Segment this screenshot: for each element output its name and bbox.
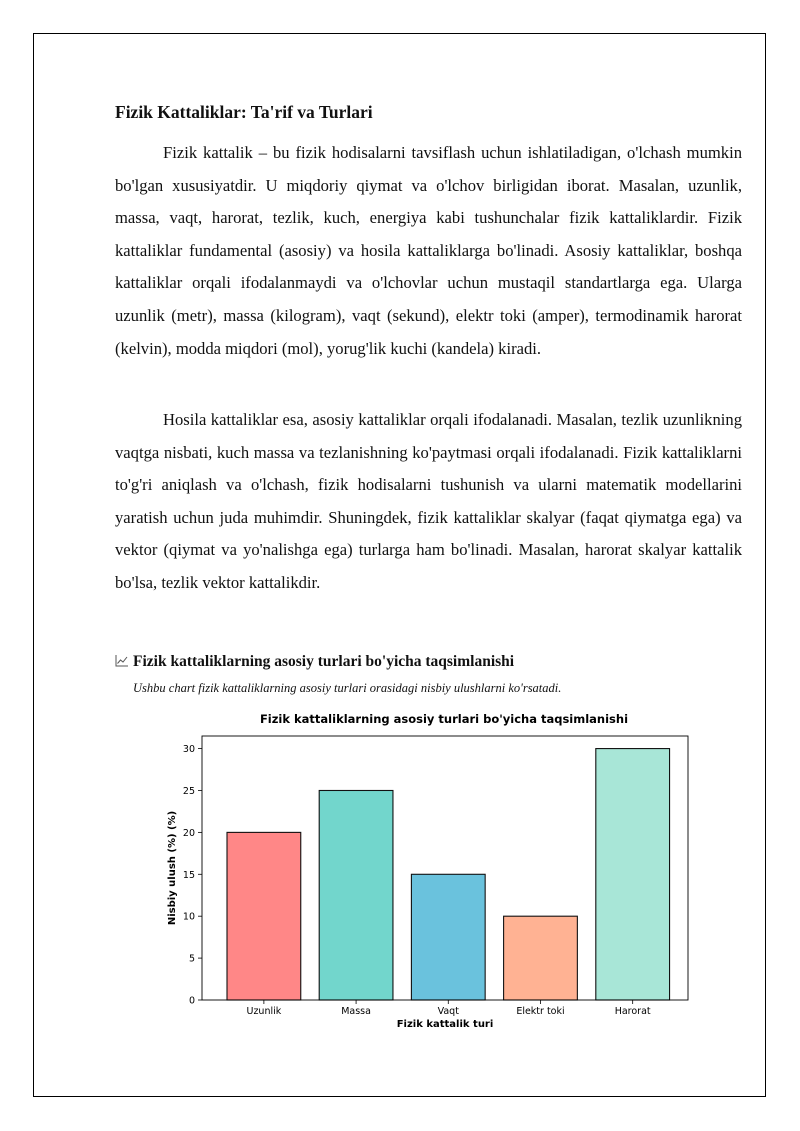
bar-elektr-toki — [504, 916, 578, 1000]
chart-heading-text: Fizik kattaliklarning asosiy turlari bo'yicha taqsimlanishi — [133, 653, 515, 670]
x-axis-label: Fizik kattalik turi — [396, 1019, 494, 1030]
x-tick-label: Vaqt — [437, 1006, 459, 1017]
y-tick-label: 20 — [182, 827, 195, 839]
y-axis-label: Nisbiy ulush (%) (%) — [167, 810, 178, 926]
bar-harorat — [596, 749, 670, 1000]
y-tick-label: 10 — [182, 911, 195, 923]
y-tick-label: 30 — [182, 744, 195, 756]
x-tick-label: Massa — [341, 1006, 371, 1017]
paragraph-definition: Fizik kattalik – bu fizik hodisalarni tavsiflash uchun ishlatiladigan, o'lchash mumkin bo'lgan xususiyatdir. U miqdoriy qiymat va o'lchov birligidan iborat. Masalan, uzunlik, massa, vaqt, harorat, tezlik, kuch, energiya kabi tushunchalar fizik kattaliklardir. Fizik kattaliklar fundamental (asosiy) va hosila kattaliklarga bo'linadi. Asosiy kattaliklar, boshqa kattaliklar orqali ifodalanmaydi va o'lchovlar uchun mustaqil standartlarga ega. Ularga uzunlik (metr), massa (kilogram), vaqt (sekund), elektr toki (amper), termodinamik harorat (kelvin), modda miqdori (mol), yorug'lik kuchi (kandela) kiradi. — [115, 143, 742, 358]
chart-line-icon — [115, 652, 129, 674]
chart-caption: Ushbu chart fizik kattaliklarning asosiy turlari orasidagi nisbiy ulushlarni ko'rsatadi. — [133, 681, 562, 695]
y-axis — [183, 744, 202, 1006]
bars — [227, 749, 670, 1000]
paragraph-derived-quantities: Hosila kattaliklar esa, asosiy kattaliklar orqali ifodalanadi. Masalan, tezlik uzunlikning vaqtga nisbati, kuch massa va tezlanishning ko'paytmasi orqali ifodalanadi. Fizik kattaliklarni to'g'ri aniqlash va o'lchash, fizik hodisalarni tushunish va ularni matematik modellarini yaratish uchun juda muhimdir. Shuningdek, fizik kattaliklar skalyar (faqat qiymatga ega) va vektor (qiymat va yo'nalishga ega) turlarga ham bo'linadi. Masalan, harorat skalyar kattalik bo'lsa, tezlik vektor kattalikdir. — [115, 410, 742, 592]
y-tick-label: 0 — [188, 995, 195, 1007]
x-tick-label: Harorat — [614, 1006, 651, 1017]
bar-vaqt — [411, 874, 485, 1000]
y-tick-label: 25 — [182, 785, 195, 797]
bar-massa — [319, 790, 393, 1000]
x-axis — [246, 1000, 650, 1017]
x-tick-label: Elektr toki — [516, 1006, 565, 1017]
chart-heading — [115, 651, 514, 674]
y-tick-label: 5 — [188, 953, 195, 965]
bar-chart — [160, 705, 700, 1035]
chart-title: Fizik kattaliklarning asosiy turlari bo'yicha taqsimlanishi — [259, 712, 629, 726]
y-tick-label: 15 — [182, 869, 195, 881]
bar-uzunlik — [227, 832, 301, 1000]
x-tick-label: Uzunlik — [246, 1006, 282, 1017]
document-title: Fizik Kattaliklar: Ta'rif va Turlari — [115, 102, 373, 122]
